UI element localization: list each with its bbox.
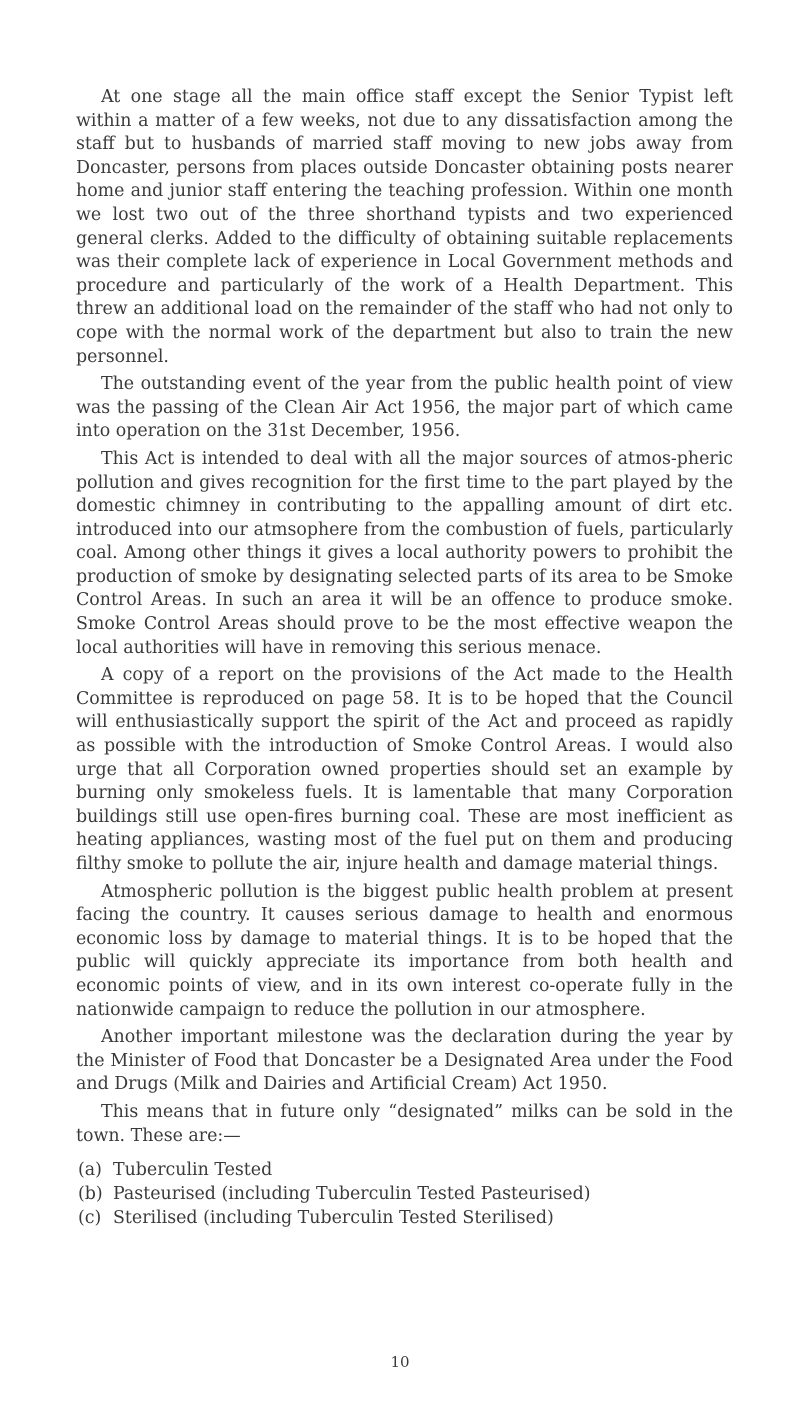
paragraph-designated-milks: This means that in future only “designated” milks can be sold in the town. These are:— <box>76 1101 733 1146</box>
page-number: 10 <box>390 1353 410 1371</box>
paragraph-clean-air-act: The outstanding event of the year from the public health point of view was the passing of the Clean Air Act 1956, the major part of which came into operation on the 31st December, 1956. <box>76 374 733 442</box>
list-marker: (c) <box>78 1208 102 1229</box>
list-item-text: Sterilised (including Tuberculin Tested Sterilised) <box>113 1208 554 1229</box>
paragraph-act-intent: This Act is intended to deal with all the major sources of atmos-pheric pollution and gives recognition for the first time to the part played by the domestic chimney in contributing to the appalling amount of dirt etc. introduced into our atmsophere from the combustion of fuels, particularly coal. Among other things it gives a local authority powers to prohibit the production of smoke by designating selected parts of its area to be Smoke Control Areas. In such an area it will be an offence to produce smoke. Smoke Control Areas should prove to be the most effective weapon the local authorities will have in removing this serious menace. <box>76 448 733 658</box>
milk-types-list <box>76 1158 733 1230</box>
list-item <box>78 1182 733 1206</box>
list-item <box>78 1158 733 1182</box>
list-item-text: Tuberculin Tested <box>113 1160 273 1181</box>
list-item-text: Pasteurised (including Tuberculin Tested Pasteurised) <box>113 1184 591 1205</box>
document-page <box>76 86 733 1230</box>
paragraph-staff-changes: At one stage all the main office staff except the Senior Typist left within a matter of a few weeks, not due to any dissatisfaction among the staff but to husbands of married staff moving to new jobs away from Doncaster, persons from places outside Doncaster obtaining posts nearer home and junior staff entering the teaching profession. Within one month we lost two out of the three shorthand typists and two experienced general clerks. Added to the difficulty of obtaining suitable replacements was their complete lack of experience in Local Government methods and procedure and particularly of the work of a Health Department. This threw an additional load on the remainder of the staff who had not only to cope with the normal work of the department but also to train the new personnel. <box>76 87 733 367</box>
list-marker: (b) <box>78 1184 103 1205</box>
paragraph-atmospheric-pollution: Atmospheric pollution is the biggest public health problem at present facing the country. It causes serious damage to health and enormous economic loss by damage to material things. It is to be hoped that the public will quickly appreciate its importance from both health and economic points of view, and in its own interest co-operate fully in the nationwide campaign to reduce the pollution in our atmosphere. <box>76 881 733 1020</box>
paragraph-health-committee-report: A copy of a report on the provisions of the Act made to the Health Committee is reproduced on page 58. It is to be hoped that the Council will enthusiastically support the spirit of the Act and proceed as rapidly as possible with the introduction of Smoke Control Areas. I would also urge that all Corporation owned properties should set an example by burning only smokeless fuels. It is lamentable that many Corporation buildings still use open-fires burning coal. These are most inefficient as heating appliances, wasting most of the fuel put on them and producing filthy smoke to pollute the air, injure health and damage material things. <box>76 665 733 874</box>
list-marker: (a) <box>78 1160 102 1181</box>
list-item <box>78 1206 733 1230</box>
paragraph-designated-area: Another important milestone was the declaration during the year by the Minister of Food that Doncaster be a Designated Area under the Food and Drugs (Milk and Dairies and Artificial Cream) Act 1950. <box>76 1027 733 1095</box>
